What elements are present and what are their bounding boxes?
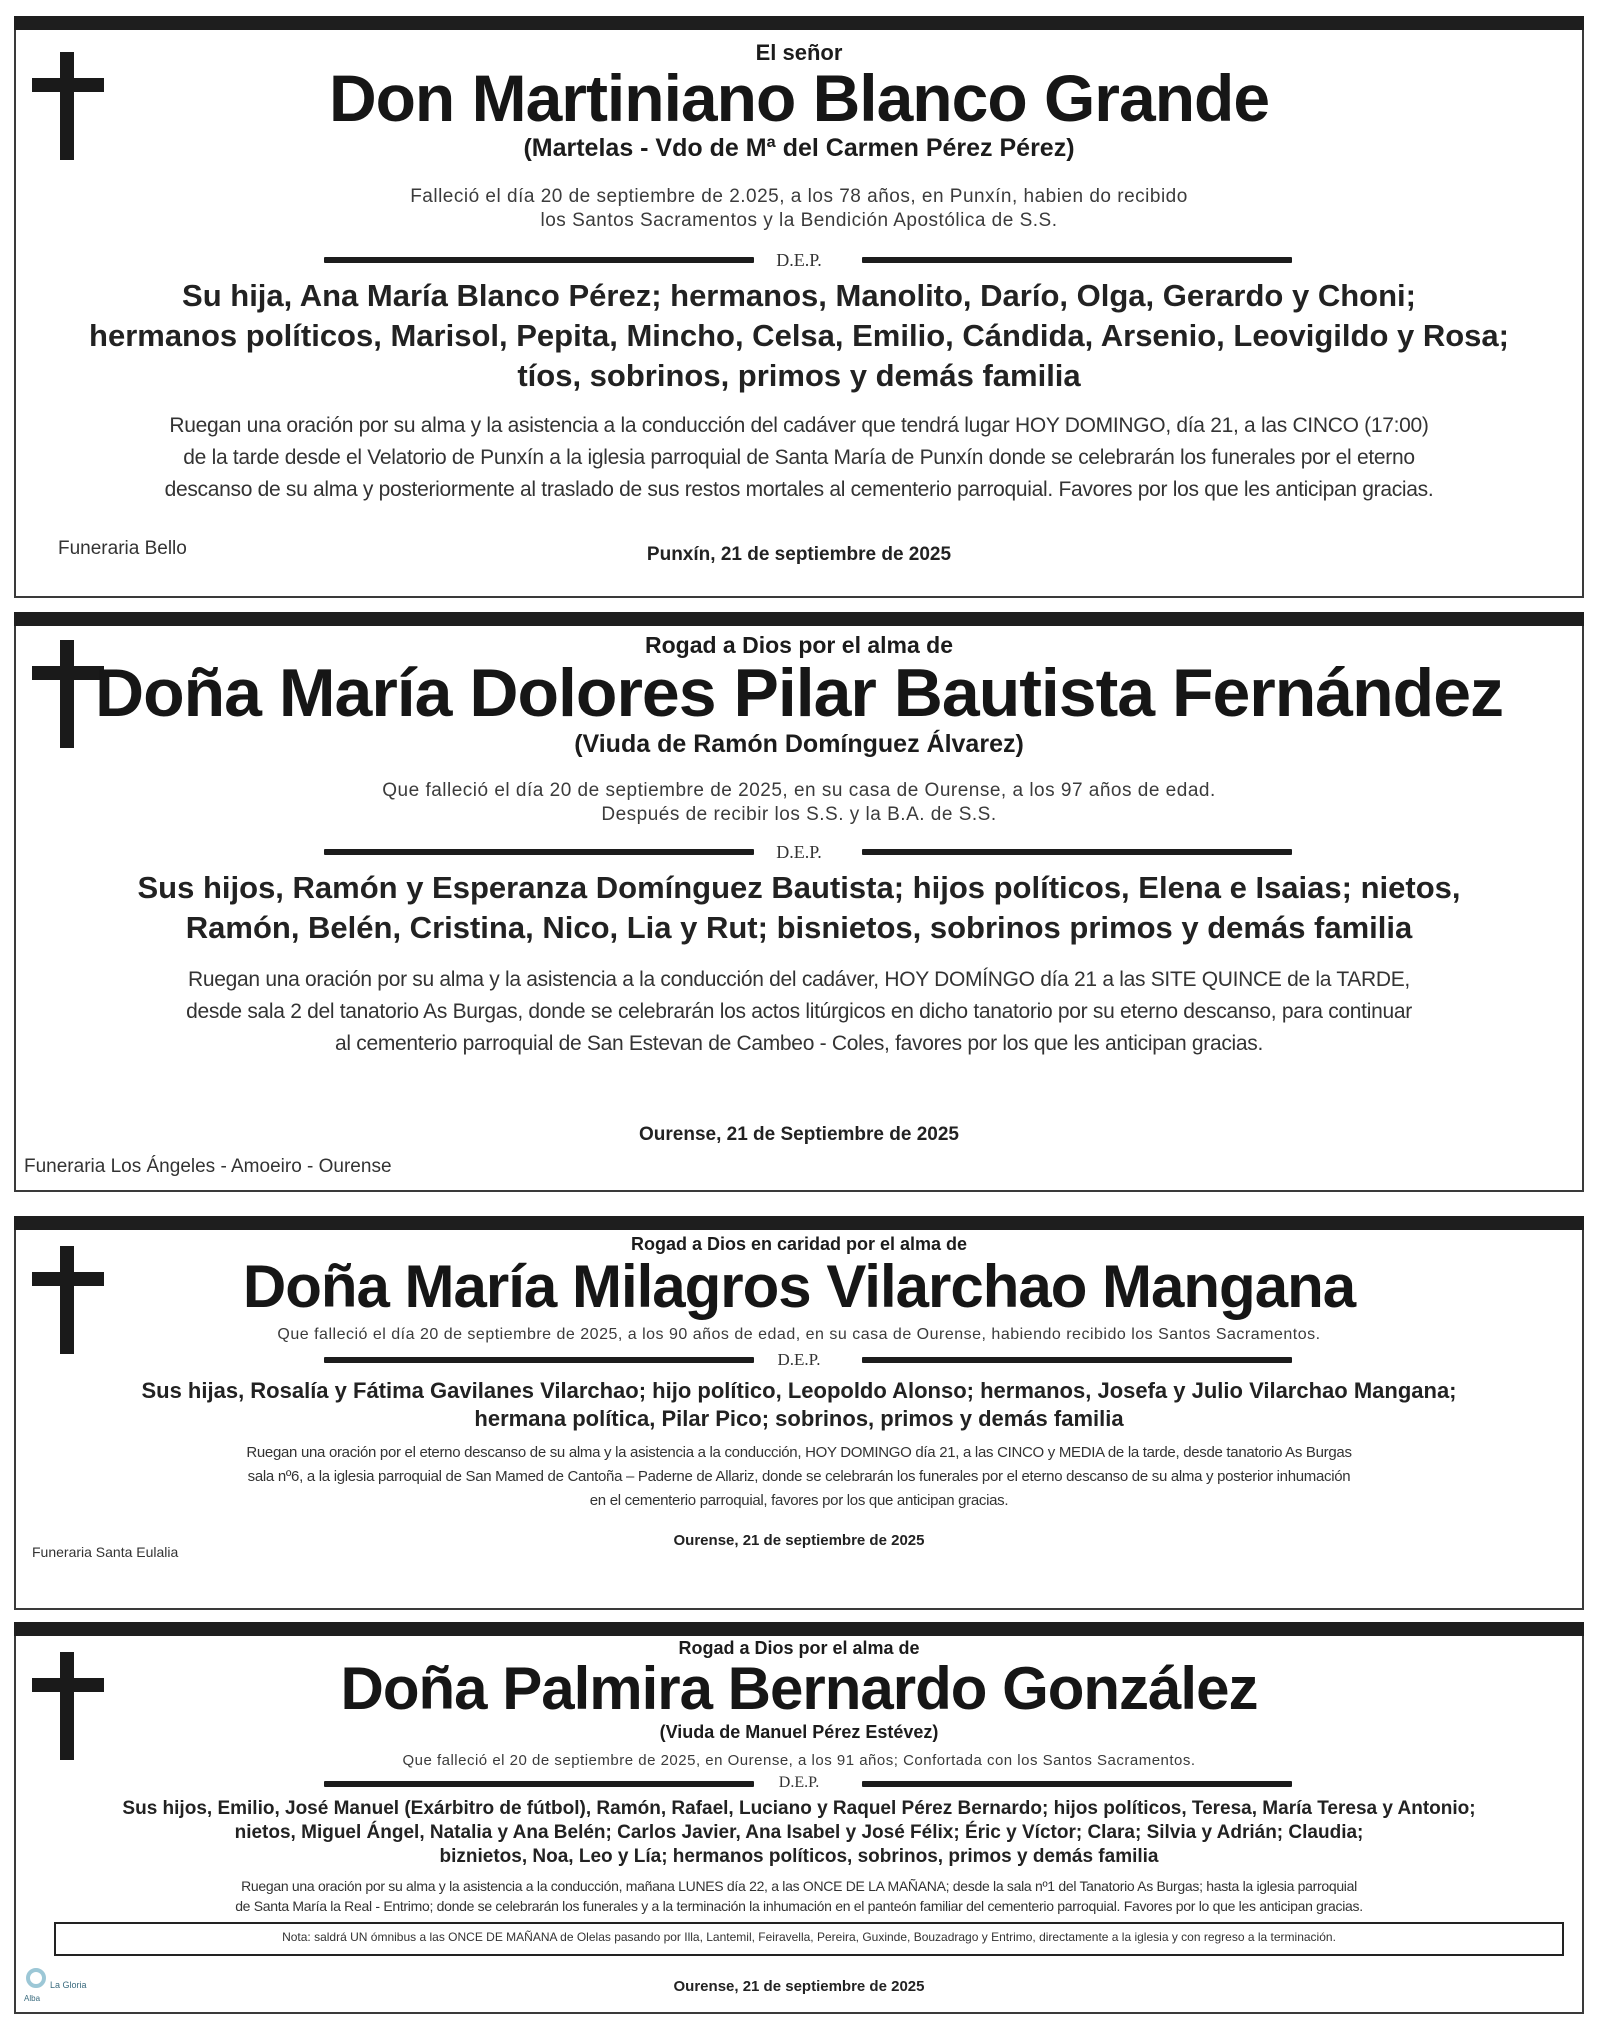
notice-intro: Rogad a Dios por el alma de <box>644 632 954 658</box>
deceased-name: Doña María Milagros Vilarchao Mangana <box>242 1253 1356 1320</box>
notice-subtitle: (Martelas - Vdo de Mª del Carmen Pérez Pérez) <box>523 134 1075 162</box>
funeral-home: Funeraria Santa Eulalia <box>32 1544 179 1560</box>
ceremony-line: descanso de su alma y posteriormente al traslado de sus restos mortales al cementerio parroquial. Favores por los que les anticipan gracias. <box>164 478 1434 501</box>
dep-label: D.E.P. <box>777 1350 821 1369</box>
family-line: Sus hijos, Emilio, José Manuel (Exárbitro de fútbol), Ramón, Rafael, Luciano y Raquel Pérez Bernardo; hijos políticos, Teresa, María Teresa y Antonio; <box>122 1798 1476 1819</box>
ceremony-line: Ruegan una oración por su alma y la asistencia a la conducción del cadáver que tendrá lugar HOY DOMINGO, día 21, a las CINCO (17:00) <box>169 414 1429 437</box>
obituary-notice-1 <box>14 16 1584 598</box>
death-info-line: Que falleció el 20 de septiembre de 2025, en Ourense, a los 91 años; Confortada con los Santos Sacramentos. <box>402 1752 1196 1769</box>
family-line: Sus hijos, Ramón y Esperanza Domínguez Bautista; hijos políticos, Elena e Isaias; nietos, <box>137 870 1461 905</box>
family-line: hermanos políticos, Marisol, Pepita, Mincho, Celsa, Emilio, Cándida, Arsenio, Leovigildo y Rosa; <box>89 318 1509 353</box>
family-line: hermana política, Pilar Pico; sobrinos, primos y demás familia <box>474 1406 1124 1431</box>
logo-name: La Gloria <box>50 1980 87 1990</box>
dep-label: D.E.P. <box>778 1774 820 1791</box>
notice-subtitle: (Viuda de Manuel Pérez Estévez) <box>659 1722 939 1742</box>
notice-top-bar <box>14 1622 1584 1636</box>
deceased-name: Doña Palmira Bernardo González <box>340 1655 1258 1722</box>
death-info-line: Falleció el día 20 de septiembre de 2.025, a los 78 años, en Punxín, habien do recibido <box>410 186 1188 207</box>
family-line: tíos, sobrinos, primos y demás familia <box>517 358 1081 393</box>
logo-tag: Alba <box>24 1994 41 2003</box>
ceremony-line: Ruegan una oración por su alma y la asistencia a la conducción, mañana LUNES día 22, a las ONCE DE LA MAÑANA; desde la sala nº1 del Tanatorio As Burgas; hasta la iglesia parroquial <box>241 1878 1357 1894</box>
dep-divider <box>16 250 1582 270</box>
ceremony-line: de Santa María la Real - Entrimo; donde se celebrarán los funerales y a la terminación la inhumación en el panteón familiar del cementerio parroquial. Favores por lo que les anticipan gracias. <box>235 1898 1363 1914</box>
dep-divider <box>16 1774 1582 1794</box>
ceremony-line: Ruegan una oración por el eterno descanso de su alma y la asistencia a la conducción, HOY DOMINGO día 21, a las CINCO y MEDIA de la tarde, desde tanatorio As Burgas <box>246 1444 1352 1461</box>
death-info-line: Después de recibir los S.S. y la B.A. de S.S. <box>601 804 997 825</box>
divider-rule <box>862 1781 1292 1787</box>
deceased-name: Doña María Dolores Pilar Bautista Fernández <box>94 655 1504 731</box>
family-line: nietos, Miguel Ángel, Natalia y Ana Belén; Carlos Javier, Ana Isabel y José Félix; Éric y Víctor; Clara; Silvia y Adrián; Claudia; <box>234 1822 1364 1843</box>
divider-rule <box>862 257 1292 263</box>
place-date: Ourense, 21 de Septiembre de 2025 <box>639 1124 959 1145</box>
family-line: biznietos, Noa, Leo y Lía; hermanos políticos, sobrinos, primos y demás familia <box>439 1846 1159 1867</box>
bus-note-box <box>54 1922 1564 1956</box>
notice-top-bar <box>14 16 1584 30</box>
dep-label: D.E.P. <box>776 250 822 270</box>
notice-intro: Rogad a Dios en caridad por el alma de <box>630 1234 968 1254</box>
funeral-home: Funeraria Bello <box>58 538 187 559</box>
bus-note-text: Nota: saldrá UN ómnibus a las ONCE DE MAÑANA de Olelas pasando por Illa, Lantemil, Feiravella, Pereira, Guxinde, Bouzadrago y Entrimo, directamente a la iglesia y con regreso a la terminación. <box>282 1930 1336 1944</box>
ceremony-line: sala nº6, a la iglesia parroquial de San Mamed de Cantoña – Paderne de Allariz, donde se celebrarán los funerales por el eterno descanso de su alma y posterior inhumación <box>247 1468 1351 1485</box>
notice-top-bar <box>14 612 1584 626</box>
ceremony-line: de la tarde desde el Velatorio de Punxín a la iglesia parroquial de Santa María de Punxín donde se celebrarán los funerales por el eterno <box>183 446 1415 469</box>
notice-subtitle: (Viuda de Ramón Domínguez Álvarez) <box>574 730 1024 758</box>
divider-rule <box>862 1357 1292 1363</box>
family-line: Su hija, Ana María Blanco Pérez; hermanos, Manolito, Darío, Olga, Gerardo y Choni; <box>182 278 1416 313</box>
ceremony-line: Ruegan una oración por su alma y la asistencia a la conducción del cadáver, HOY DOMÍNGO día 21 a las SITE QUINCE de la TARDE, <box>188 968 1410 991</box>
death-info-line: los Santos Sacramentos y la Bendición Apostólica de S.S. <box>540 210 1058 231</box>
notice-top-bar <box>14 1216 1584 1230</box>
obituary-notice-3 <box>14 1216 1584 1610</box>
family-line: Sus hijas, Rosalía y Fátima Gavilanes Vilarchao; hijo político, Leopoldo Alonso; hermanos, Josefa y Julio Vilarchao Mangana; <box>141 1378 1457 1403</box>
place-date: Ourense, 21 de septiembre de 2025 <box>673 1978 925 1995</box>
obituary-notice-2 <box>14 612 1584 1192</box>
place-date: Ourense, 21 de septiembre de 2025 <box>673 1532 925 1549</box>
notice-intro: El señor <box>755 40 843 65</box>
ceremony-line: al cementerio parroquial de San Estevan de Cambeo - Coles, favores por los que les anticipan gracias. <box>334 1032 1264 1055</box>
death-info-line: Que falleció el día 20 de septiembre de 2025, en su casa de Ourense, a los 97 años de edad. <box>382 780 1216 801</box>
death-info-line: Que falleció el día 20 de septiembre de 2025, a los 90 años de edad, en su casa de Ourense, habiendo recibido los Santos Sacramentos. <box>277 1326 1321 1343</box>
dep-divider <box>16 842 1582 862</box>
family-line: Ramón, Belén, Cristina, Nico, Lia y Rut; bisnietos, sobrinos primos y demás familia <box>185 910 1413 945</box>
divider-rule <box>862 849 1292 855</box>
obituary-notice-4 <box>14 1622 1584 2014</box>
notice-intro: Rogad a Dios por el alma de <box>678 1638 920 1658</box>
ceremony-line: en el cementerio parroquial, favores por los que anticipan gracias. <box>589 1492 1009 1509</box>
place-date: Punxín, 21 de septiembre de 2025 <box>646 544 952 565</box>
ceremony-line: desde sala 2 del tanatorio As Burgas, donde se celebrarán los actos litúrgicos en dicho tanatorio por su eterno descanso, para continuar <box>186 1000 1412 1023</box>
deceased-name: Don Martiniano Blanco Grande <box>328 61 1270 135</box>
dep-label: D.E.P. <box>776 842 822 862</box>
dep-divider <box>16 1350 1582 1370</box>
funeral-home: Funeraria Los Ángeles - Amoeiro - Ourense <box>24 1156 392 1177</box>
